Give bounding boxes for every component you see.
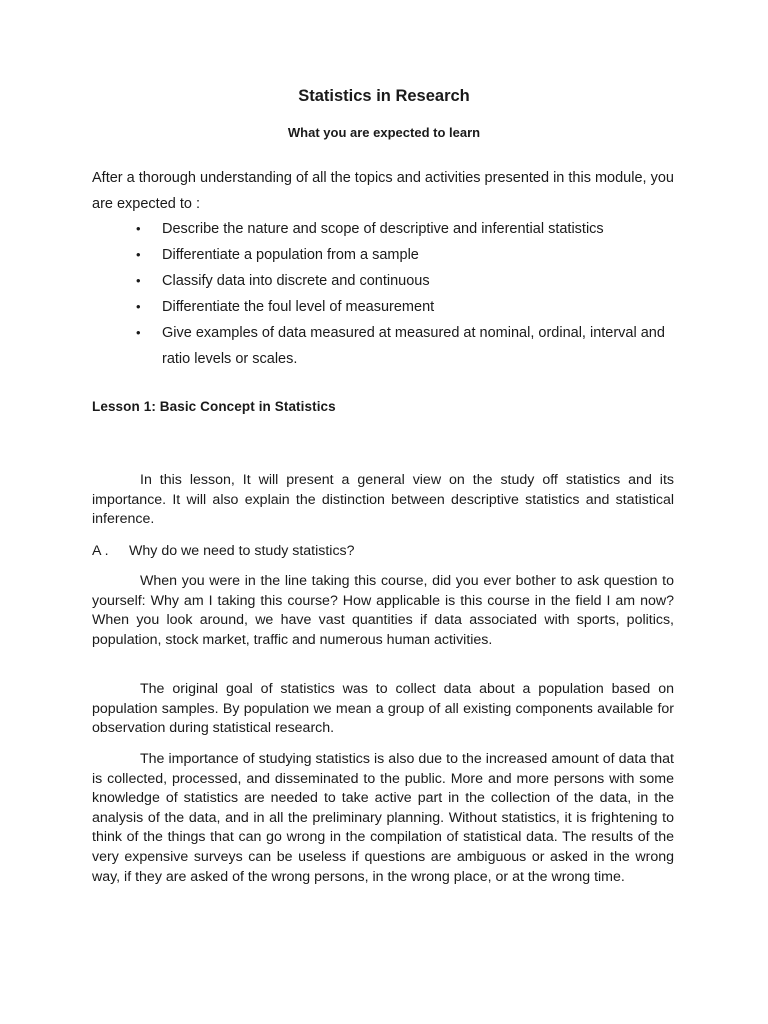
objective-text: Differentiate a population from a sample <box>162 247 419 263</box>
objective-item <box>92 294 692 320</box>
body-paragraph: The original goal of statistics was to collect data about a population based on population samples. By population we mean a group of all existing components available for observation during statistical research. <box>92 681 674 737</box>
section-heading <box>92 541 692 561</box>
body-paragraph: The importance of studying statistics is also due to the increased amount of data that is collected, processed, and disseminated to the public. More and more persons with some knowledge of statistics are needed to take active part in the collection of the data, in the analysis of the data, and in all the preliminary planning. Without statistics, it is frightening to think of the things that can go wrong in the compilation of statistical data. The results of the very expensive surveys can be useless if questions are ambiguous or asked in the wrong way, if they are asked of the wrong persons, in the wrong place, or at the wrong time. <box>92 751 674 885</box>
objective-text: Describe the nature and scope of descriptive and inferential statistics <box>162 221 604 237</box>
intro-paragraph: After a thorough understanding of all the topics and activities presented in this module, you are expected to : <box>92 170 674 212</box>
bullet-icon: • <box>136 221 141 236</box>
objectives-list <box>92 216 692 372</box>
document-title: Statistics in Research <box>298 87 470 105</box>
bullet-icon: • <box>136 299 141 314</box>
lesson-heading: Lesson 1: Basic Concept in Statistics <box>92 399 336 414</box>
objective-text: Differentiate the foul level of measurement <box>162 299 435 315</box>
section-letter: A . <box>92 543 109 559</box>
bullet-icon: • <box>136 273 141 288</box>
document-subtitle: What you are expected to learn <box>287 125 481 140</box>
objective-text: Give examples of data measured at measured at nominal, ordinal, interval and ratio levels or scales. <box>162 325 665 367</box>
body-paragraph: When you were in the line taking this course, did you ever bother to ask question to yourself: Why am I taking this course? How applicable is this course in the field I am now? When you look around, we have vast quantities if data associated with sports, politics, population, stock market, traffic and numerous human activities. <box>92 573 674 648</box>
objective-item <box>92 268 692 294</box>
bullet-icon: • <box>136 325 141 340</box>
bullet-icon: • <box>136 247 141 262</box>
objective-item <box>92 216 692 242</box>
objective-item <box>92 320 692 372</box>
section-heading-text: Why do we need to study statistics? <box>129 543 355 559</box>
objective-text: Classify data into discrete and continuous <box>162 273 430 289</box>
objective-item <box>92 242 692 268</box>
lesson-intro-paragraph: In this lesson, It will present a general view on the study off statistics and its importance. It will also explain the distinction between descriptive statistics and statistical inference. <box>92 472 674 528</box>
